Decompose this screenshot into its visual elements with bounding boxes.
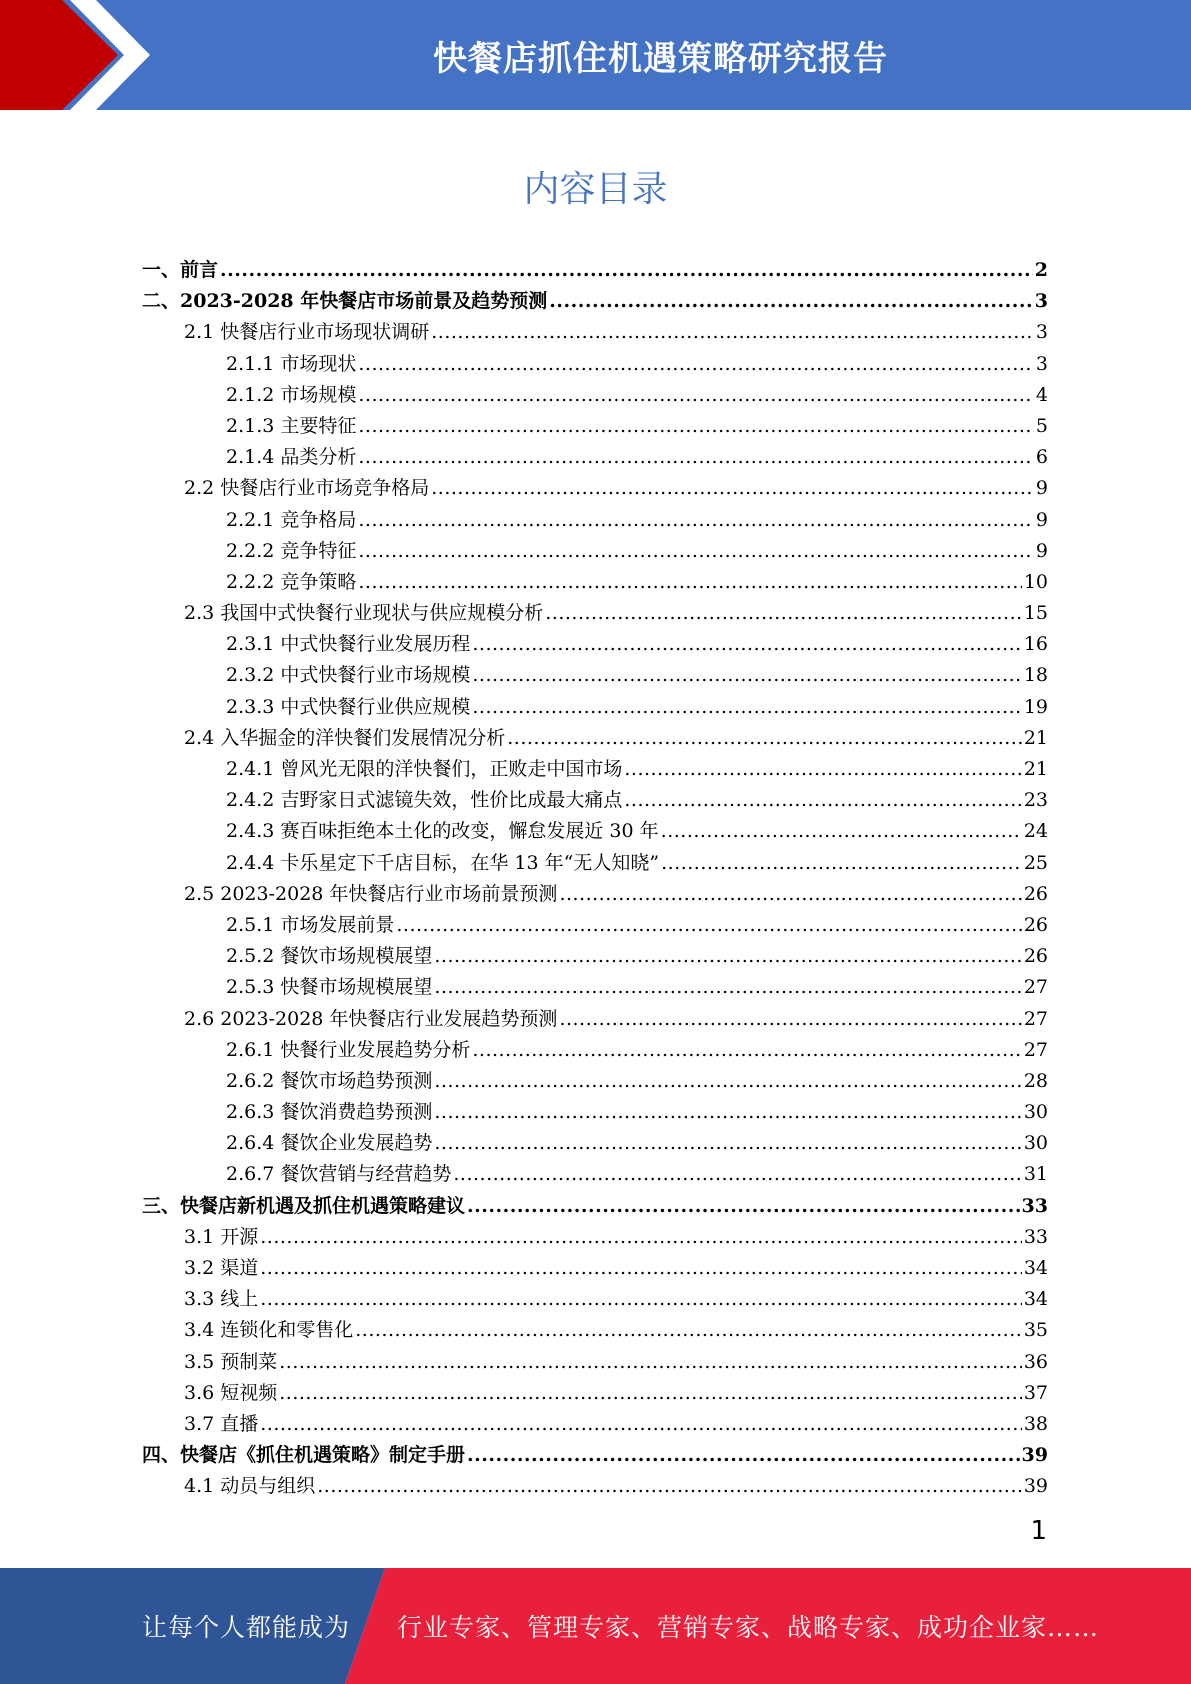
toc-entry-page: 27 xyxy=(1023,1038,1048,1061)
toc-entry[interactable] xyxy=(142,1409,1048,1440)
toc-leader-dots xyxy=(279,1347,1022,1378)
toc-entry[interactable] xyxy=(142,442,1048,473)
toc-entry-page: 27 xyxy=(1023,976,1048,999)
toc-entry-label: 2.5 2023-2028 年快餐店行业市场前景预测 xyxy=(184,882,558,905)
toc-entry-page: 2 xyxy=(1034,259,1048,281)
toc-entry-label: 3.4 连锁化和零售化 xyxy=(184,1319,354,1342)
toc-leader-dots xyxy=(434,1128,1021,1159)
toc-entry[interactable] xyxy=(142,723,1048,754)
toc-entry[interactable] xyxy=(142,1347,1048,1378)
footer-slogan-left: 让每个人都能成为 xyxy=(142,1613,351,1642)
toc-entry[interactable] xyxy=(142,879,1048,910)
toc-entry-page: 33 xyxy=(1021,1194,1048,1217)
toc-leader-dots xyxy=(624,785,1021,816)
toc-entry[interactable] xyxy=(142,380,1048,411)
toc-leader-dots xyxy=(260,1253,1022,1284)
toc-entry-page: 3 xyxy=(1035,321,1048,344)
toc-leader-dots xyxy=(472,692,1021,723)
toc-entry-page: 37 xyxy=(1023,1381,1048,1404)
toc-entry-label: 3.2 渠道 xyxy=(184,1257,259,1279)
toc-leader-dots xyxy=(624,754,1021,785)
toc-leader-dots xyxy=(431,317,1034,348)
toc-entry[interactable] xyxy=(142,536,1048,567)
toc-entry-label: 3.7 直播 xyxy=(184,1412,259,1435)
toc-entry-page: 36 xyxy=(1023,1350,1048,1373)
toc-entry[interactable] xyxy=(142,1284,1048,1315)
toc-leader-dots xyxy=(661,848,1022,879)
header-banner xyxy=(0,0,1191,110)
toc-entry-label: 2.6 2023-2028 年快餐店行业发展趋势预测 xyxy=(184,1007,558,1030)
toc-entry[interactable] xyxy=(142,972,1048,1003)
toc-entry-page: 30 xyxy=(1023,1101,1048,1124)
toc-entry[interactable] xyxy=(142,1471,1048,1502)
toc-entry-label: 2.6.3 餐饮消费趋势预测 xyxy=(226,1101,433,1124)
toc-entry-label: 2.2.2 竞争策略 xyxy=(226,570,357,593)
toc-entry[interactable] xyxy=(142,1378,1048,1409)
toc-entry-label: 2.6.7 餐饮营销与经营趋势 xyxy=(226,1163,452,1186)
toc-leader-dots xyxy=(472,660,1021,691)
toc-heading: 内容目录 xyxy=(523,169,668,210)
toc-entry-label: 2.6.1 快餐行业发展趋势分析 xyxy=(226,1038,471,1061)
report-title: 快餐店抓住机遇策略研究报告 xyxy=(433,38,888,79)
toc-leader-dots xyxy=(467,1191,1020,1222)
toc-leader-dots xyxy=(220,255,1033,286)
toc-entry-page: 9 xyxy=(1035,477,1048,500)
toc-entry-page: 39 xyxy=(1023,1475,1048,1498)
toc-entry[interactable] xyxy=(142,848,1048,879)
toc-entry-page: 31 xyxy=(1023,1163,1048,1186)
toc-entry-label: 2.1 快餐店行业市场现状调研 xyxy=(184,321,430,344)
toc-leader-dots xyxy=(260,1284,1022,1315)
toc-entry-page: 5 xyxy=(1035,414,1048,437)
toc-entry[interactable] xyxy=(142,1128,1048,1159)
toc-entry[interactable] xyxy=(142,255,1048,286)
toc-leader-dots xyxy=(260,1409,1022,1440)
toc-entry[interactable] xyxy=(142,286,1048,317)
toc-entry-page: 6 xyxy=(1035,446,1048,469)
toc-entry-label: 2.3 我国中式快餐行业现状与供应规模分析 xyxy=(184,602,544,625)
toc-leader-dots xyxy=(279,1378,1022,1409)
toc-entry-page: 26 xyxy=(1023,945,1048,968)
toc-leader-dots xyxy=(507,723,1022,754)
toc-leader-dots xyxy=(472,1035,1021,1066)
toc-entry[interactable] xyxy=(142,816,1048,847)
toc-entry-label: 2.6.2 餐饮市场趋势预测 xyxy=(226,1069,433,1092)
toc-entry-page: 18 xyxy=(1023,664,1048,687)
toc-entry-label: 三、快餐店新机遇及抓住机遇策略建议 xyxy=(142,1194,466,1217)
toc-leader-dots xyxy=(358,536,1034,567)
toc-entry-page: 3 xyxy=(1034,290,1048,313)
toc-entry-page: 28 xyxy=(1023,1069,1048,1092)
toc-entry-page: 4 xyxy=(1035,383,1048,406)
toc-entry-label: 2.3.2 中式快餐行业市场规模 xyxy=(226,664,471,687)
toc-leader-dots xyxy=(559,879,1021,910)
toc-leader-dots xyxy=(358,380,1034,411)
toc-entry-label: 2.4.4 卡乐星定下千店目标，在华 13 年“无人知晓” xyxy=(226,851,660,874)
toc-entry-page: 26 xyxy=(1023,882,1048,905)
toc-entry-page: 10 xyxy=(1023,570,1048,593)
toc-entry-page: 23 xyxy=(1023,789,1048,812)
toc-entry-page: 19 xyxy=(1023,695,1048,718)
toc-entry-label: 2.2 快餐店行业市场竞争格局 xyxy=(184,477,430,500)
toc-entry[interactable] xyxy=(142,1035,1048,1066)
toc-entry-page: 30 xyxy=(1023,1132,1048,1155)
toc-entry[interactable] xyxy=(142,317,1048,348)
toc-entry-label: 2.1.3 主要特征 xyxy=(226,414,357,437)
toc-leader-dots xyxy=(431,473,1034,504)
toc-entry-page: 34 xyxy=(1023,1288,1048,1311)
toc-entry-label: 3.5 预制菜 xyxy=(184,1350,278,1373)
toc-entry[interactable] xyxy=(142,473,1048,504)
toc-entry-page: 27 xyxy=(1023,1007,1048,1030)
toc-entry-label: 4.1 动员与组织 xyxy=(184,1475,316,1498)
toc-entry-label: 2.2.1 竞争格局 xyxy=(226,508,357,531)
toc-entry-label: 2.2.2 竞争特征 xyxy=(226,539,357,562)
toc-leader-dots xyxy=(434,972,1021,1003)
toc-entry-page: 16 xyxy=(1023,633,1048,656)
toc-leader-dots xyxy=(358,567,1021,598)
toc-entry-page: 33 xyxy=(1023,1225,1048,1248)
toc-entry[interactable] xyxy=(142,567,1048,598)
toc-entry-label: 2.4.2 吉野家日式滤镜失效，性价比成最大痛点 xyxy=(226,789,623,812)
toc-entry-page: 9 xyxy=(1035,508,1048,531)
toc-entry-page: 15 xyxy=(1023,602,1048,625)
toc-leader-dots xyxy=(358,411,1034,442)
toc-entry-label: 2.5.2 餐饮市场规模展望 xyxy=(226,945,433,968)
toc-entry[interactable] xyxy=(142,941,1048,972)
toc-entry[interactable] xyxy=(142,785,1048,816)
toc-leader-dots xyxy=(355,1315,1022,1346)
toc-leader-dots xyxy=(453,1159,1021,1190)
toc-entry[interactable] xyxy=(142,660,1048,691)
toc-entry-label: 2.1.4 品类分析 xyxy=(226,446,357,469)
toc-entry[interactable] xyxy=(142,598,1048,629)
toc-leader-dots xyxy=(434,1097,1021,1128)
toc-entry[interactable] xyxy=(142,505,1048,536)
toc-entry-page: 21 xyxy=(1023,726,1048,749)
toc-entry-label: 3.3 线上 xyxy=(184,1288,259,1311)
toc-entry-label: 四、快餐店《抓住机遇策略》制定手册 xyxy=(142,1444,466,1467)
toc-entry-label: 3.1 开源 xyxy=(184,1225,259,1248)
toc-leader-dots xyxy=(317,1471,1022,1502)
toc-leader-dots xyxy=(358,505,1034,536)
toc-entry-label: 2.6.4 餐饮企业发展趋势 xyxy=(226,1132,433,1155)
toc-entry-page: 35 xyxy=(1023,1319,1048,1342)
toc-leader-dots xyxy=(260,1222,1022,1253)
toc-entry-label: 3.6 短视频 xyxy=(184,1381,278,1404)
toc-entry-page: 26 xyxy=(1023,913,1048,936)
toc-entry-page: 21 xyxy=(1023,758,1048,780)
toc-entry-label: 2.3.1 中式快餐行业发展历程 xyxy=(226,633,471,656)
toc-entry[interactable] xyxy=(142,349,1048,380)
toc-entry-label: 一、前言 xyxy=(142,259,219,281)
toc-leader-dots xyxy=(396,910,1021,941)
toc-entry[interactable] xyxy=(142,629,1048,660)
toc-entry[interactable] xyxy=(142,1097,1048,1128)
toc-entry-page: 9 xyxy=(1035,539,1048,562)
toc-entry-label: 2.4 入华掘金的洋快餐们发展情况分析 xyxy=(184,726,506,749)
toc-entry-page: 24 xyxy=(1023,820,1048,843)
toc-leader-dots xyxy=(549,286,1033,317)
toc-entry-label: 2.5.1 市场发展前景 xyxy=(226,913,395,936)
toc-entry-label: 2.4.3 赛百味拒绝本土化的改变，懈怠发展近 30 年 xyxy=(226,820,659,843)
toc-entry-page: 39 xyxy=(1021,1444,1048,1467)
toc-entry[interactable] xyxy=(142,1004,1048,1035)
footer-slogan-right: 行业专家、管理专家、营销专家、战略专家、成功企业家…… xyxy=(397,1613,1100,1642)
toc-entry[interactable] xyxy=(142,910,1048,941)
page-number: 1 xyxy=(1030,1516,1047,1546)
toc-entry-page: 34 xyxy=(1023,1257,1048,1279)
toc-entry[interactable] xyxy=(142,1222,1048,1253)
toc-entry[interactable] xyxy=(142,1440,1048,1471)
toc-entry-label: 2.4.1 曾风光无限的洋快餐们，正败走中国市场 xyxy=(226,758,623,780)
toc-entry-page: 38 xyxy=(1023,1412,1048,1435)
toc-entry[interactable] xyxy=(142,1159,1048,1190)
toc-entry-label: 2.1.2 市场规模 xyxy=(226,383,357,406)
toc-entry-label: 二、2023-2028 年快餐店市场前景及趋势预测 xyxy=(142,290,548,313)
toc-entry[interactable] xyxy=(142,411,1048,442)
toc-leader-dots xyxy=(467,1440,1020,1471)
toc-entry[interactable] xyxy=(142,1191,1048,1222)
toc-entry[interactable] xyxy=(142,1315,1048,1346)
toc-leader-dots xyxy=(661,816,1022,847)
table-of-contents xyxy=(142,255,1048,1503)
toc-entry-label: 2.5.3 快餐市场规模展望 xyxy=(226,976,433,999)
toc-entry-label: 2.1.1 市场现状 xyxy=(226,352,357,375)
toc-entry[interactable] xyxy=(142,1253,1048,1284)
toc-entry-label: 2.3.3 中式快餐行业供应规模 xyxy=(226,695,471,718)
toc-leader-dots xyxy=(434,1066,1021,1097)
toc-leader-dots xyxy=(358,442,1034,473)
toc-entry[interactable] xyxy=(142,754,1048,785)
toc-entry[interactable] xyxy=(142,692,1048,723)
toc-leader-dots xyxy=(472,629,1021,660)
toc-entry[interactable] xyxy=(142,1066,1048,1097)
footer-banner xyxy=(0,1568,1191,1684)
toc-leader-dots xyxy=(559,1004,1021,1035)
toc-entry-page: 25 xyxy=(1023,851,1048,874)
toc-leader-dots xyxy=(545,598,1022,629)
toc-entry-page: 3 xyxy=(1035,352,1048,375)
toc-leader-dots xyxy=(358,349,1034,380)
toc-leader-dots xyxy=(434,941,1021,972)
